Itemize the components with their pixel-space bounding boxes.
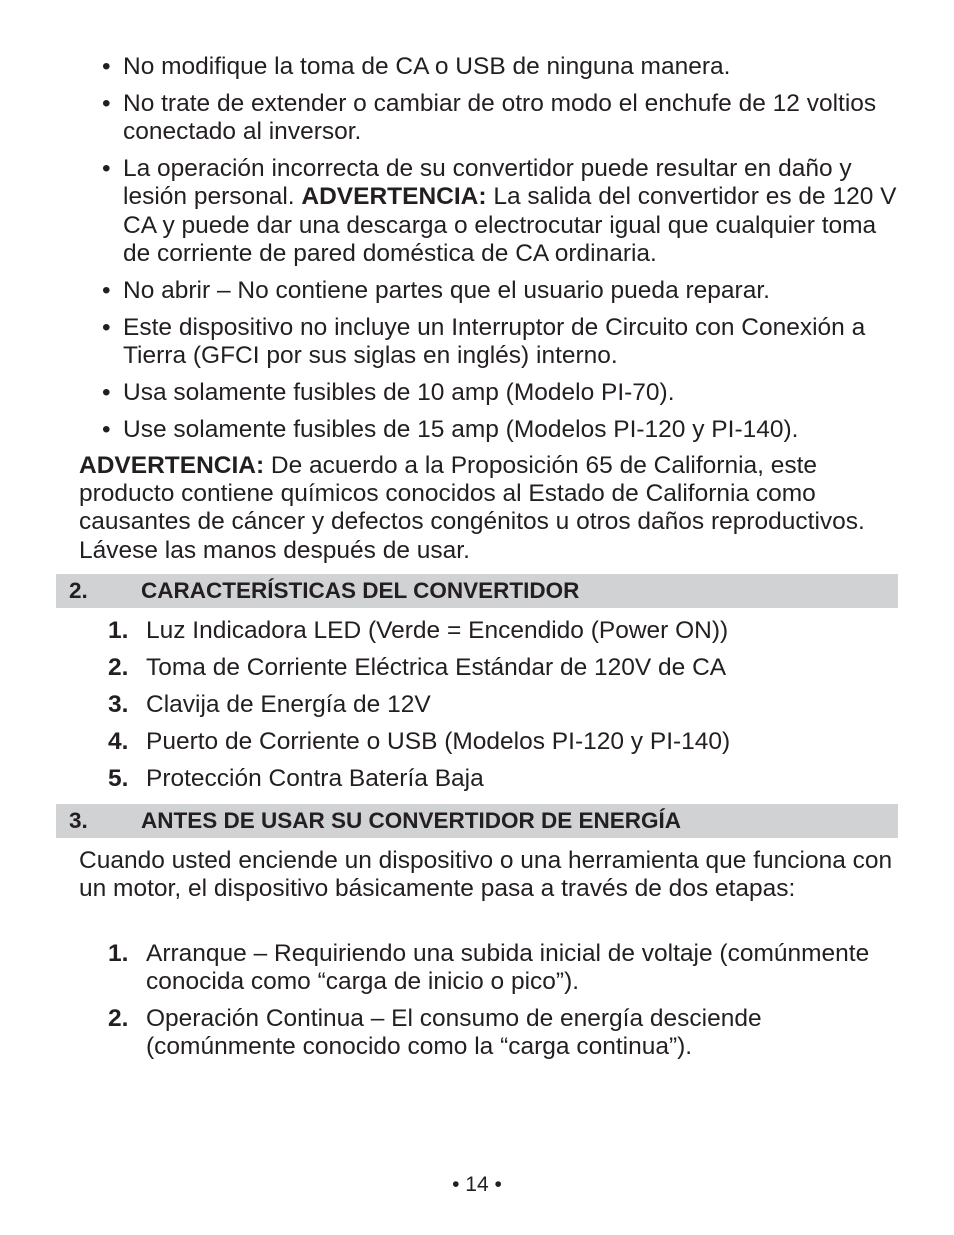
page-number: • 14 • — [452, 1173, 502, 1196]
bullet-item — [102, 90, 902, 146]
bullet-text: Use solamente fusibles de 15 amp (Modelos PI-120 y PI-140). — [123, 416, 799, 444]
list-item — [108, 691, 898, 719]
warning-label: ADVERTENCIA: — [79, 452, 265, 479]
item-number: 4. — [108, 728, 129, 755]
item-number: 3. — [108, 691, 129, 718]
bullet-dot: • — [102, 416, 111, 444]
section-3-header — [56, 804, 898, 838]
bullet-text: No abrir – No contiene partes que el usuario pueda reparar. — [123, 276, 770, 304]
bullet-text: La salida del convertidor es de 120 V CA y puede dar una descarga o electrocutar igual que cualquier toma de corriente de pared doméstica de CA ordinaria. — [123, 183, 897, 267]
warning-text: De acuerdo a la Proposición 65 de California, este producto contiene químicos conocidos al Estado de California como causantes de cáncer y defectos congénitos u otros daños reproductivos. Lávese las manos después de usar. — [79, 452, 865, 564]
section-2-header — [56, 574, 898, 608]
item-text: Luz Indicadora LED (Verde = Encendido (Power ON)) — [146, 617, 729, 644]
list-item — [108, 765, 898, 793]
bullet-dot: • — [102, 313, 111, 341]
list-item — [108, 940, 898, 996]
bullet-item — [102, 379, 902, 407]
bullet-text: Usa solamente fusibles de 10 amp (Modelo PI-70). — [123, 379, 675, 407]
item-number: 2. — [108, 654, 129, 681]
item-text: Toma de Corriente Eléctrica Estándar de 120V de CA — [146, 654, 727, 681]
item-text: Arranque – Requiriendo una subida inicial de voltaje (comúnmente conocida como “carga de inicio o pico”). — [146, 940, 870, 996]
bullet-dot: • — [102, 155, 111, 183]
bullet-text: No trate de extender o cambiar de otro modo el enchufe de 12 voltios conectado al inversor. — [123, 90, 877, 146]
bullet-item — [102, 155, 902, 268]
section-3-intro: Cuando usted enciende un dispositivo o una herramienta que funciona con un motor, el dispositivo básicamente pasa a través de dos etapas: — [79, 847, 893, 903]
bullet-text: No modifique la toma de CA o USB de ninguna manera. — [123, 53, 731, 80]
list-item — [108, 1005, 898, 1061]
bullet-dot: • — [102, 90, 111, 117]
item-number: 1. — [108, 617, 129, 644]
item-text: Clavija de Energía de 12V — [146, 691, 431, 718]
list-item — [108, 654, 898, 682]
bullet-item — [102, 314, 902, 370]
bullet-dot: • — [102, 379, 111, 407]
list-item — [108, 728, 898, 756]
bullet-text: Este dispositivo no incluye un Interruptor de Circuito con Conexión a Tierra (GFCI por sus siglas en inglés) interno. — [123, 313, 866, 370]
section-title: CARACTERÍSTICAS DEL CONVERTIDOR — [141, 578, 580, 603]
bullet-item — [102, 416, 902, 444]
item-text: Protección Contra Batería Baja — [146, 765, 484, 792]
section-title: ANTES DE USAR SU CONVERTIDOR DE ENERGÍA — [141, 808, 682, 833]
bullet-item — [102, 53, 902, 81]
bullet-dot: • — [102, 276, 111, 304]
safety-bullet-list — [102, 53, 902, 453]
prop65-warning — [79, 452, 899, 565]
section-number: 3. — [69, 808, 88, 833]
warning-label: ADVERTENCIA: — [301, 183, 487, 211]
item-number: 2. — [108, 1005, 129, 1033]
section-number: 2. — [69, 578, 88, 603]
bullet-item — [102, 277, 902, 305]
item-text: Puerto de Corriente o USB (Modelos PI-120 y PI-140) — [146, 728, 731, 755]
item-text: Operación Continua – El consumo de energía desciende (comúnmente conocido como la “carga continua”). — [146, 1005, 762, 1061]
features-list — [108, 617, 898, 802]
bullet-text: La operación incorrecta de su convertidor puede resultar en daño y lesión personal. — [123, 155, 852, 211]
bullet-dot: • — [102, 53, 111, 80]
item-number: 5. — [108, 765, 129, 792]
item-number: 1. — [108, 940, 129, 967]
stages-list — [108, 940, 898, 1070]
list-item — [108, 617, 898, 645]
